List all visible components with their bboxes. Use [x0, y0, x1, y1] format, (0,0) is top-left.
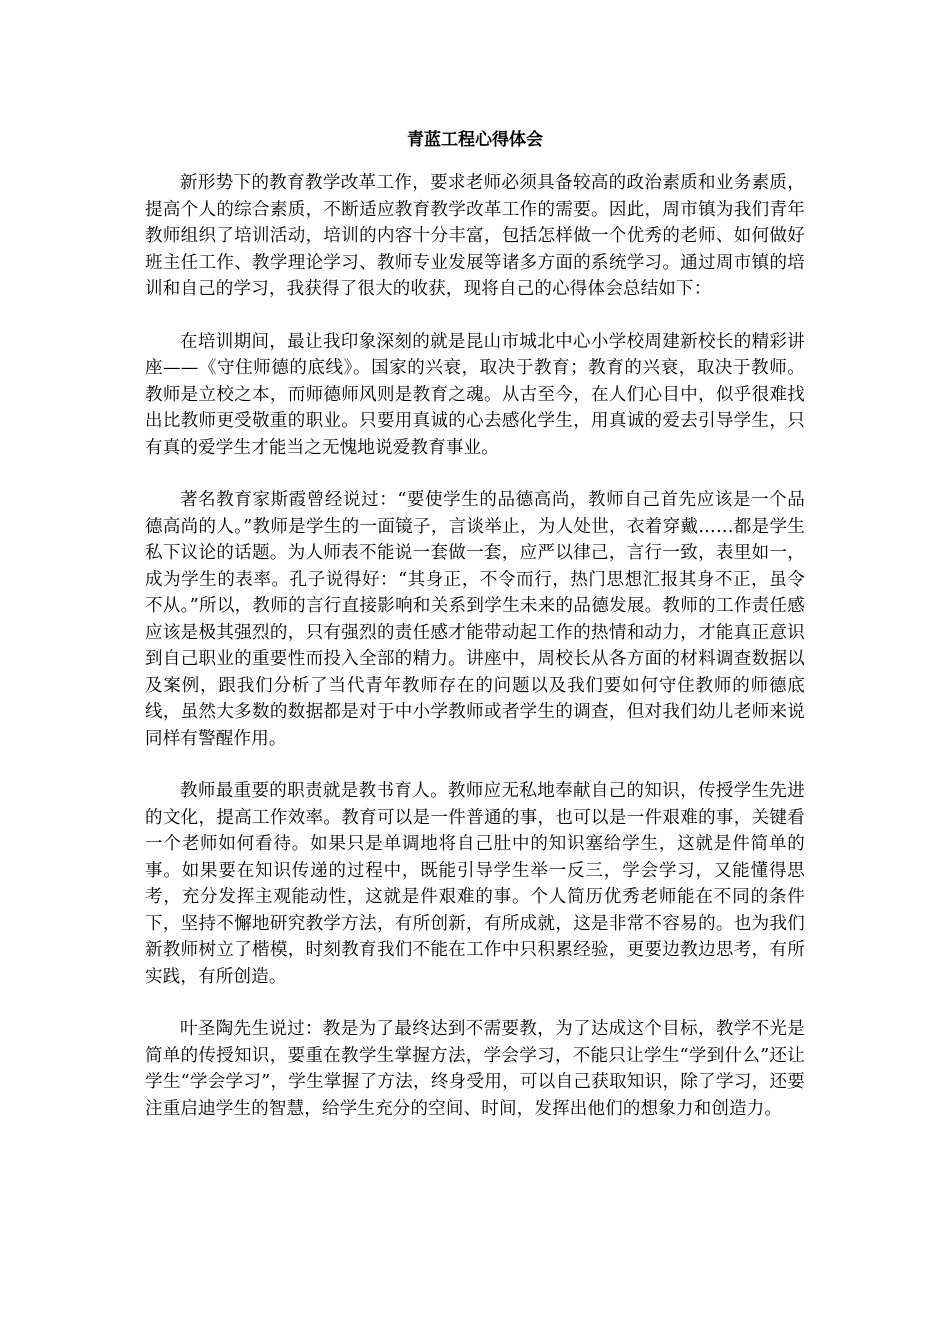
paragraph-1: 新形势下的教育教学改革工作，要求老师必须具备较高的政治素质和业务素质，提高个人的综合素质，不断适应教育教学改革工作的需要。因此，周市镇为我们青年教师组织了培训活动，培训的内容十分丰富，包括怎样做一个优秀的老师、如何做好班主任工作、教学理论学习、教师专业发展等诸多方面的系统学习。通过周市镇的培训和自己的学习，我获得了很大的收获，现将自己的心得体会总结如下：: [145, 173, 805, 299]
document-title: 青蓝工程心得体会: [407, 130, 543, 150]
paragraph-4: 教师最重要的职责就是教书育人。教师应无私地奉献自己的知识，传授学生先进的文化，提高工作效率。教育可以是一件普通的事，也可以是一件艰难的事，关键看一个老师如何看待。如果只是单调地将自己肚中的知识塞给学生，这就是件简单的事。如果要在知识传递的过程中，既能引导学生举一反三，学会学习，又能懂得思考，充分发挥主观能动性，这就是件艰难的事。个人简历优秀老师能在不同的条件下，坚持不懈地研究教学方法，有所创新，有所成就，这是非常不容易的。也为我们新教师树立了楷模，时刻教育我们不能在工作中只积累经验，更要边教边思考，有所实践，有所创造。: [145, 781, 805, 987]
paragraph-2: 在培训期间，最让我印象深刻的就是昆山市城北中心小学校周建新校长的精彩讲座——《守住师德的底线》。国家的兴衰，取决于教育；教育的兴衰，取决于教师。教师是立校之本，而师德师风则是教育之魂。从古至今，在人们心目中，似乎很难找出比教师更受敬重的职业。只要用真诚的心去感化学生，用真诚的爱去引导学生，只有真的爱学生才能当之无愧地说爱教育事业。: [145, 331, 805, 458]
document-page: [145, 126, 805, 1148]
paragraph-5: 叶圣陶先生说过：教是为了最终达到不需要教，为了达成这个目标，教学不光是简单的传授知识，要重在教学生掌握方法，学会学习，不能只让学生“学到什么”还让学生“学会学习”，学生掌握了方法，终身受用，可以自己获取知识，除了学习，还要注重启迪学生的智慧，给学生充分的空间、时间，发挥出他们的想象力和创造力。: [145, 1019, 805, 1119]
paragraph-3: 著名教育家斯霞曾经说过：“要使学生的品德高尚，教师自己首先应该是一个品德高尚的人。”教师是学生的一面镜子，言谈举止，为人处世，衣着穿戴……都是学生私下议论的话题。为人师表不能说一套做一套，应严以律己，言行一致，表里如一，成为学生的表率。孔子说得好：“其身正，不令而行，热门思想汇报其身不正，虽令不从。”所以，教师的言行直接影响和关系到学生未来的品德发展。教师的工作责任感应该是极其强烈的，只有强烈的责任感才能带动起工作的热情和动力，才能真正意识到自己职业的重要性而投入全部的精力。讲座中，周校长从各方面的材料调查数据以及案例，跟我们分析了当代青年教师存在的问题以及我们要如何守住教师的师德底线，虽然大多数的数据都是对于中小学教师或者学生的调查，但对我们幼儿老师来说同样有警醒作用。: [145, 490, 805, 749]
